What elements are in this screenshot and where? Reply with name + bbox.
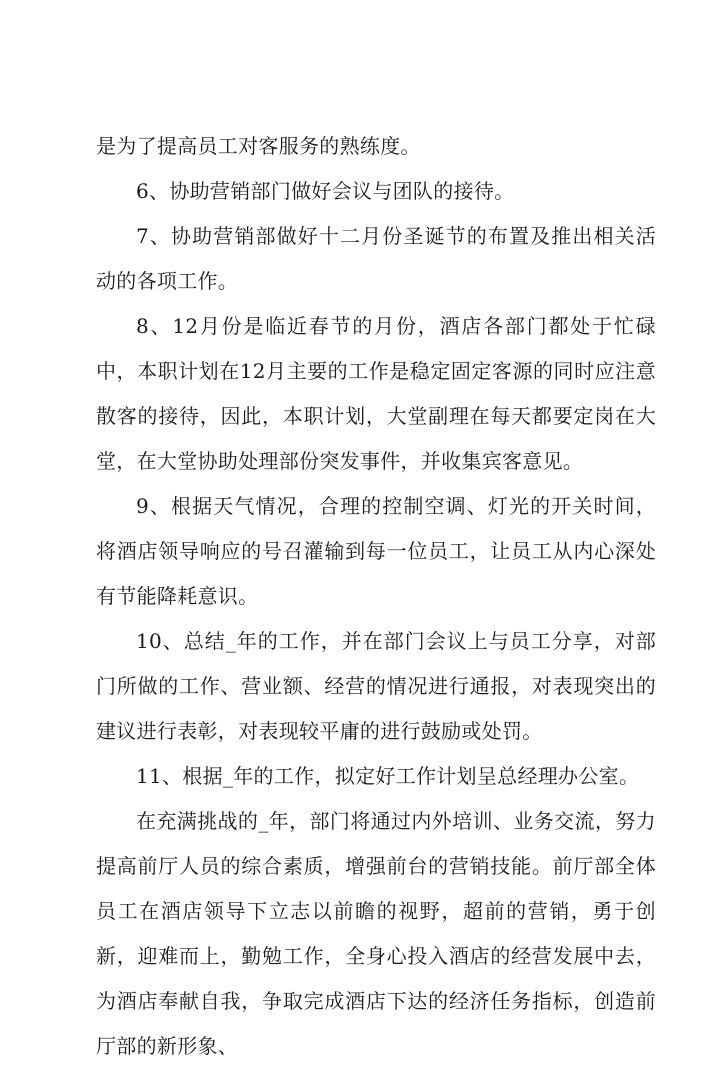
paragraph-item-11: 11、根据_年的工作，拟定好工作计划呈总经理办公室。 <box>136 764 640 788</box>
paragraph-continuation: 是为了提高员工对客服务的熟练度。 <box>96 134 421 158</box>
paragraph-item-9: 9、根据天气情况，合理的控制空调、灯光的开关时间，将酒店领导响应的号召灌输到每一位员工，让员工从内心深处有节能降耗意识。 <box>96 494 656 608</box>
paragraph-item-10: 10、总结_年的工作，并在部门会议上与员工分享，对部门所做的工作、营业额、经营的情况进行通报，对表现突出的建议进行表彰，对表现较平庸的进行鼓励或处罚。 <box>96 629 656 743</box>
paragraph-item-8: 8、12月份是临近春节的月份，酒店各部门都处于忙碌中，本职计划在12月主要的工作是稳定固定客源的同时应注意散客的接待，因此，本职计划，大堂副理在每天都要定岗在大堂，在大堂协助处理部份突发事件，并收集宾客意见。 <box>96 314 656 473</box>
paragraph-closing: 在充满挑战的_年，部门将通过内外培训、业务交流，努力提高前厅人员的综合素质，增强前台的营销技能。前厅部全体员工在酒店领导下立志以前瞻的视野，超前的营销，勇于创新，迎难而上，勤勉工作，全身心投入酒店的经营发展中去，为酒店奉献自我，争取完成酒店下达的经济任务指标，创造前厅部的新形象、 <box>96 809 656 1058</box>
document-body <box>96 124 656 1069</box>
paragraph-item-6: 6、协助营销部门做好会议与团队的接待。 <box>136 179 515 203</box>
paragraph-item-7: 7、协助营销部做好十二月份圣诞节的布置及推出相关活动的各项工作。 <box>96 224 656 293</box>
